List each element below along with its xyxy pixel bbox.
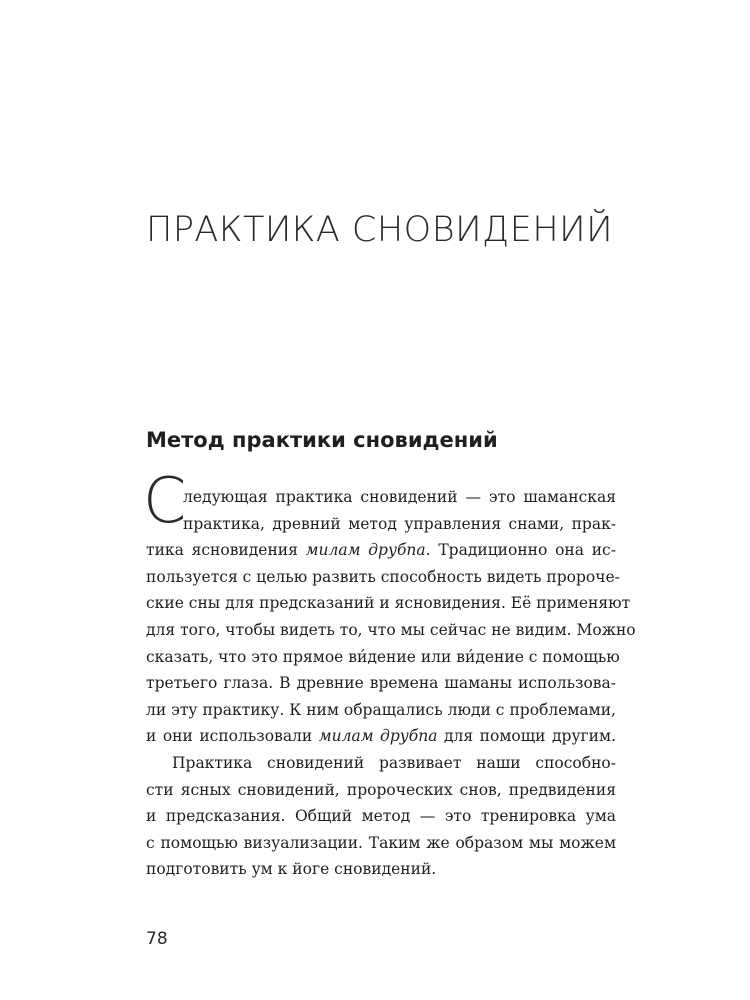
paragraph-2 xyxy=(146,750,616,883)
text-line: с помощью визуализации. Таким же образом мы можем xyxy=(146,833,616,852)
italic-term: милам друбпа xyxy=(305,541,426,560)
body-text xyxy=(143,464,636,883)
text-line xyxy=(146,723,616,750)
text-segment: для помощи другим. xyxy=(437,727,616,746)
text-segment: . Традиционно она ис- xyxy=(425,541,616,560)
text-segment: тика ясновидения xyxy=(146,541,306,560)
text-line: ли эту практику. К ним обращались люди с проблемами, xyxy=(146,700,616,719)
page-number: 78 xyxy=(146,929,168,949)
section-heading: Метод практики сновидений xyxy=(146,428,498,452)
text-line: сти ясных сновидений, пророческих снов, предвидения xyxy=(146,780,616,799)
text-line: Практика сновидений развивает наши способно- xyxy=(172,753,616,772)
text-line: и предсказания. Общий метод — это тренировка ума xyxy=(146,807,616,826)
text-line: для того, чтобы видеть то, что мы сейчас не видим. Можно xyxy=(146,620,636,639)
paragraph-1 xyxy=(143,464,636,750)
text-line: ледующая практика сновидений — это шаманская xyxy=(183,488,616,506)
chapter-title: ПРАКТИКА СНОВИДЕНИЙ xyxy=(146,210,613,250)
drop-cap: С xyxy=(143,464,187,537)
text-line: ские сны для предсказаний и ясновидения. Её применяют xyxy=(146,594,631,613)
italic-term: милам друбпа xyxy=(318,727,438,746)
text-line xyxy=(146,537,616,564)
text-line: сказать, что это прямое ви́дение или ви́дение с помощью xyxy=(146,647,620,666)
text-line: пользуется с целью развить способность видеть пророче- xyxy=(146,567,620,586)
text-line: подготовить ум к йоге сновидений. xyxy=(146,860,437,879)
text-line: третьего глаза. В древние времена шаманы использова- xyxy=(146,674,616,693)
text-line: практика, древний метод управления снами, прак- xyxy=(183,514,616,533)
text-segment: и они использовали xyxy=(146,727,319,746)
